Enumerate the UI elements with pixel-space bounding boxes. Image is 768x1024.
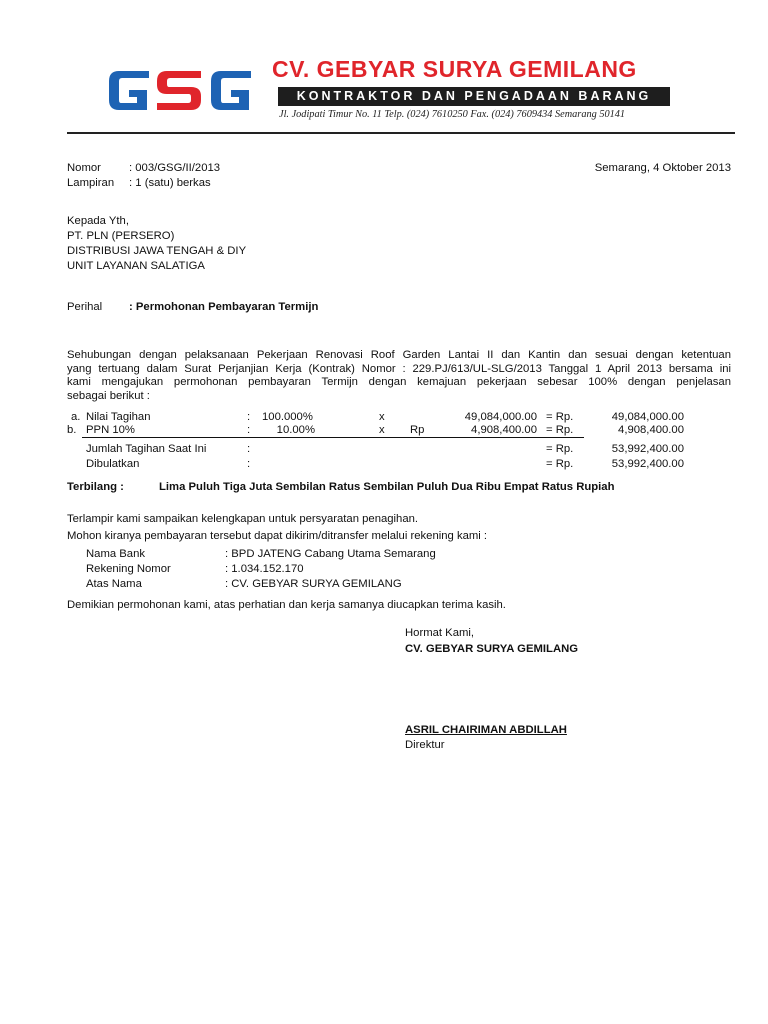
company-tagline: KONTRAKTOR DAN PENGADAAN BARANG: [278, 87, 670, 106]
holder-value: : CV. GEBYAR SURYA GEMILANG: [225, 578, 402, 590]
holder-label: Atas Nama: [86, 578, 142, 590]
regards: Hormat Kami,: [405, 627, 475, 639]
calc-percent: 100.000%: [262, 411, 313, 423]
calc-equals: = Rp.: [546, 458, 574, 470]
attachment-note: Terlampir kami sampaikan kelengkapan untuk persyaratan penagihan.: [67, 513, 419, 525]
signatory-title: Direktur: [405, 739, 445, 751]
account-value: : 1.034.152.170: [225, 563, 304, 575]
intro-line: Sehubungan dengan pelaksanaan Pekerjaan Renovasi Roof Garden Lantai II dan Kantin dan sesuai dengan ketentuan: [67, 349, 731, 361]
calc-operator: x: [379, 424, 385, 436]
calc-equals: = Rp.: [546, 424, 574, 436]
calc-index: a.: [71, 411, 81, 423]
account-label: Rekening Nomor: [86, 563, 171, 575]
nomor-label: Nomor: [67, 162, 101, 174]
calc-total: 49,084,000.00: [611, 411, 684, 423]
place-date: Semarang, 4 Oktober 2013: [594, 162, 731, 174]
calc-total: 4,908,400.00: [618, 424, 684, 436]
calc-label: Dibulatkan: [86, 458, 140, 470]
bank-value: : BPD JATENG Cabang Utama Semarang: [225, 548, 436, 560]
company-address: Jl. Jodipati Timur No. 11 Telp. (024) 7610250 Fax. (024) 7609434 Semarang 50141: [279, 109, 626, 120]
calc-index: b.: [67, 424, 77, 436]
recipient-greeting: Kepada Yth,: [67, 215, 129, 227]
intro-line: kami mengajukan permohonan pembayaran Termijn dengan kemajuan pekerjaan sebesar 100% dengan penjelasan: [67, 376, 731, 388]
nomor-value: : 003/GSG/II/2013: [129, 162, 221, 174]
signature-company: CV. GEBYAR SURYA GEMILANG: [405, 643, 579, 655]
intro-line: sebagai berikut :: [67, 389, 150, 402]
calc-label: PPN 10%: [86, 424, 135, 436]
lampiran-label: Lampiran: [67, 177, 115, 189]
bank-label: Nama Bank: [86, 548, 146, 560]
thanks-note: Demikian permohonan kami, atas perhatian dan kerja samanya diucapkan terima kasih.: [67, 599, 506, 611]
recipient-company: PT. PLN (PERSERO): [67, 230, 175, 242]
terbilang-label: Terbilang :: [67, 481, 124, 493]
calc-colon: :: [247, 411, 251, 423]
intro-line: yang tertuang dalam Surat Perjanjian Kerja (Kontrak) Nomor : 229.PJ/613/UL-SLG/2013 Tanggal 1 April 2013 bersama ini: [67, 362, 731, 375]
calc-percent: 10.00%: [276, 424, 315, 436]
calc-colon: :: [247, 458, 251, 470]
subject-label: Perihal: [67, 301, 103, 313]
subject-value: : Permohonan Pembayaran Termijn: [129, 301, 319, 313]
company-name: CV. GEBYAR SURYA GEMILANG: [272, 56, 637, 82]
calc-equals: = Rp.: [546, 443, 574, 455]
sum-rule: [82, 437, 584, 438]
calc-total: 53,992,400.00: [611, 443, 684, 455]
intro-paragraph: [67, 349, 731, 403]
transfer-note: Mohon kiranya pembayaran tersebut dapat dikirim/ditransfer melalui rekening kami :: [67, 530, 488, 542]
recipient-division: DISTRIBUSI JAWA TENGAH & DIY: [67, 245, 247, 257]
lampiran-value: : 1 (satu) berkas: [129, 177, 211, 189]
calc-amount: 49,084,000.00: [464, 411, 537, 423]
recipient-unit: UNIT LAYANAN SALATIGA: [67, 260, 205, 272]
calc-operator: x: [379, 411, 385, 423]
calc-currency: Rp: [410, 424, 425, 436]
calc-colon: :: [247, 424, 251, 436]
calc-equals: = Rp.: [546, 411, 574, 423]
header-divider: [67, 132, 735, 134]
calc-label: Nilai Tagihan: [86, 411, 151, 423]
signatory-name: ASRIL CHAIRIMAN ABDILLAH: [405, 724, 567, 736]
calc-label: Jumlah Tagihan Saat Ini: [86, 443, 207, 455]
terbilang-value: Lima Puluh Tiga Juta Sembilan Ratus Sembilan Puluh Dua Ribu Empat Ratus Rupiah: [159, 481, 615, 493]
calc-colon: :: [247, 443, 251, 455]
calc-amount: 4,908,400.00: [471, 424, 537, 436]
calc-total: 53,992,400.00: [611, 458, 684, 470]
company-logo: [105, 63, 255, 118]
